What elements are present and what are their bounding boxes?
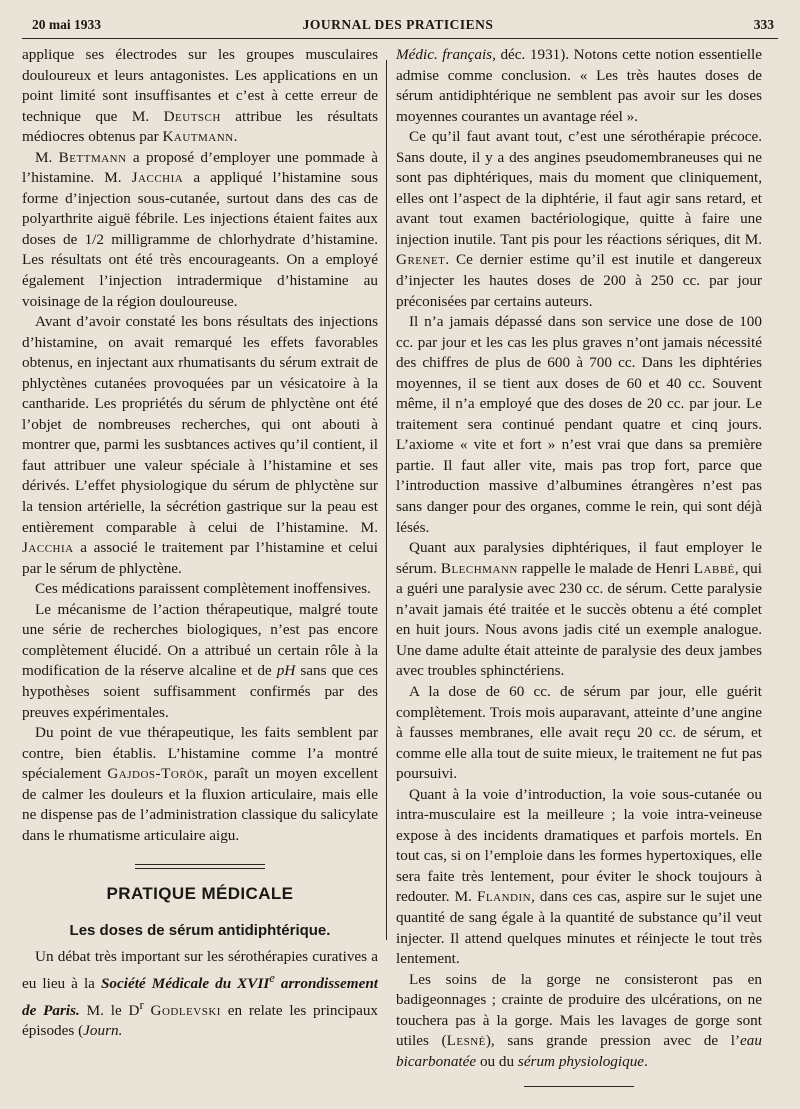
article-title: Les doses de sérum antidiphtérique.: [69, 921, 331, 939]
section-divider: [135, 864, 265, 872]
right-column: [396, 45, 762, 1087]
paragraph: M. Bettmann a proposé d’employer une pommade à l’histamine. M. Jacchia a appliqué l’histamine sous forme d’injection sous-cutanée, surtout dans des cas de polyarthrite aiguë fébrile. Les injections étaient faites aux doses de 1/2 milligramme de chlorhydrate d’histamine. Les résultats ont été très encourageants. On a employé également l’injection intradermique d’histamine au voisinage de la région douloureuse.: [22, 148, 379, 310]
header-journal-title: JOURNAL DES PRATICIENS: [302, 17, 494, 32]
author-name: Flandin: [476, 888, 532, 906]
header-page-number: 333: [753, 17, 774, 32]
section-title: PRATIQUE MÉDICALE: [106, 884, 294, 904]
author-name: Jacchia: [131, 169, 184, 187]
paragraph: Les soins de la gorge ne consisteront pas en badigeonnages ; crainte de produire des ulcérations, on ne touchera pas à la gorge. Mais les lavages de gorge sont utiles (Lesné), sans grande pression avec de l’eau bicarbonatée ou du sérum physiologique.: [396, 970, 762, 1070]
running-header: [22, 15, 774, 35]
paragraph: Ces médications paraissent complètement inoffensives.: [35, 580, 371, 598]
paragraph: A la dose de 60 cc. de sérum par jour, elle guérit complètement. Trois mois auparavant, atteinte d’une angine à fausses membranes, elle avait reçu 20 cc. de sérum, et comme elle alla tout de suite mieux, le traitement ne fut pas poursuivi.: [396, 682, 762, 783]
author-name: Bettmann: [58, 148, 127, 166]
author-name: Gajdos-Torök: [107, 765, 205, 783]
paragraph: Avant d’avoir constaté les bons résultats des injections d’histamine, on avait remarqué les effets favorables obtenus, en injectant aux rhumatisants du sérum extrait de phlyctènes cutanées provoquées par un vésicatoire à la cantharide. Les propriétés du sérum de phlyctène ont été l’objet de nombreuses recherches, qui ont abouti à montrer que, parmi les susbtances actives qu’il contient, il faut attribuer une valeur spéciale à l’histamine et ses dérivés. L’effet physiologique du sérum de phlyctène sur la tension artérielle, la sécrétion gastrique sur la peau est entièrement comparable à celui de l’histamine. M. Jacchia a associé le traitement par l’histamine et celui par le sérum de phlyctène.: [22, 313, 378, 577]
author-name: Labbé: [693, 559, 735, 577]
paragraph: applique ses électrodes sur les groupes musculaires douloureux et leurs antagonistes. Les applications en un point limité sont insuffisantes et c’est à cette erreur de technique que M. Deutsch attribue les résultats médiocres obtenus par Kautmann.: [22, 46, 378, 146]
column-divider: [386, 60, 387, 940]
author-name: Godlevski: [150, 1001, 221, 1019]
paragraph: Il n’a jamais dépassé dans son service une dose de 100 cc. par jour et les cas les plus graves n’ont jamais nécessité des chiffres de plus de 600 à 700 cc. Dans les diphtéries moyennes, il se tient aux doses de 60 et 40 cc. Souvent même, il n’a employé que des doses de 20 cc. par jour. Le traitement sera continué pendant quatre et cinq jours. L’axiome « vite et fort » n’est vrai que dans sa première partie. Il faut aller vite, mais pas trop fort, parce que l’introduction massive d’albumines étrangères n’est pas sans danger pour des organes, comme le rein, qui sont déjà lésés.: [396, 313, 762, 536]
author-name: Kautmann: [162, 128, 234, 146]
author-name: Blechmann: [440, 559, 518, 577]
author-name: Deutsch: [163, 107, 221, 125]
paragraph: Le mécanisme de l’action thérapeutique, malgré toute une série de recherches biologiques, n’est pas encore complètement élucidé. On a attribué un certain rôle à la modification de la réserve alcaline et de pH sans que ces hypothèses soient suffisamment confirmés par des preuves expérimentales.: [22, 600, 378, 721]
paragraph: Quant aux paralysies diphtériques, il faut employer le sérum. Blechmann rappelle le malade de Henri Labbé, qui a guéri une paralysie avec 230 cc. de sérum. Cette paralysie n’avait jamais été traitée et le succès obtenu a été complet en huit jours. Nous avons jadis cité un exemple analogue. Une dame adulte était atteinte de paralysie des deux jambes avec troubles sphinctériens.: [396, 539, 762, 680]
paragraph: Quant à la voie d’introduction, la voie sous-cutanée ou intra-musculaire est la meilleure ; la voie intra-veineuse expose à des incidents dramatiques et parfois mortels. En tout cas, si on l’emploie dans les formes hypertoxiques, elle sera faite très lentement, pour éviter le shock toujours à redouter. M. Flandin, dans ces cas, aspire sur le sujet une quantité de sang égale à la quantité de substance qu’il veut injecter. Il attend quelques minutes et réinjecte le tout très lentement.: [396, 785, 763, 968]
left-column: [22, 45, 378, 1042]
paragraph: Médic. français, déc. 1931). Notons cette notion essentielle admise comme conclusion. « Les très hautes doses de sérum antidiphtérique ne semblent pas avoir sur les doses moyennes courantes un avantage réel ».: [396, 46, 762, 125]
paragraph: Un débat très important sur les sérothérapies curatives a eu lieu à la Société Médicale du XVIIe arrondissement de Paris. M. le $D^r$ Godlevski en relate les principaux épisodes (Journ.: [22, 948, 379, 1040]
author-name: Lesné: [446, 1032, 486, 1050]
header-rule: [22, 38, 778, 39]
author-name: Jacchia: [22, 539, 74, 557]
author-name: Grenet: [396, 251, 446, 269]
header-date: 20 mai 1933: [32, 17, 101, 32]
paragraph: Ce qu’il faut avant tout, c’est une sérothérapie précoce. Sans doute, il y a des angines pseudomembraneuses qui ne sont pas diphtériques, mais du moment que cliniquement, elles ont l’aspect de la diphtérie, il faut agir sans retard, et avant tout examen bactériologique, quitte à faire une injection inutile. Tant pis pour les réactions sériques, dit M. Grenet. Ce dernier estime qu’il est inutile et dangereux d’injecter les hautes doses de 200 à 250 cc. par jour préconisées par certains auteurs.: [396, 128, 762, 310]
article-end-rule: [524, 1086, 634, 1087]
paragraph: Du point de vue thérapeutique, les faits semblent par contre, bien établis. L’histamine comme l’a montré spécialement Gajdos-Torök, paraît un moyen excellent de calmer les douleurs et la fluxion articulaire, mais elle ne dispense pas de l’administration classique du salicylate dans le rhumatisme articulaire aigu.: [22, 724, 378, 844]
